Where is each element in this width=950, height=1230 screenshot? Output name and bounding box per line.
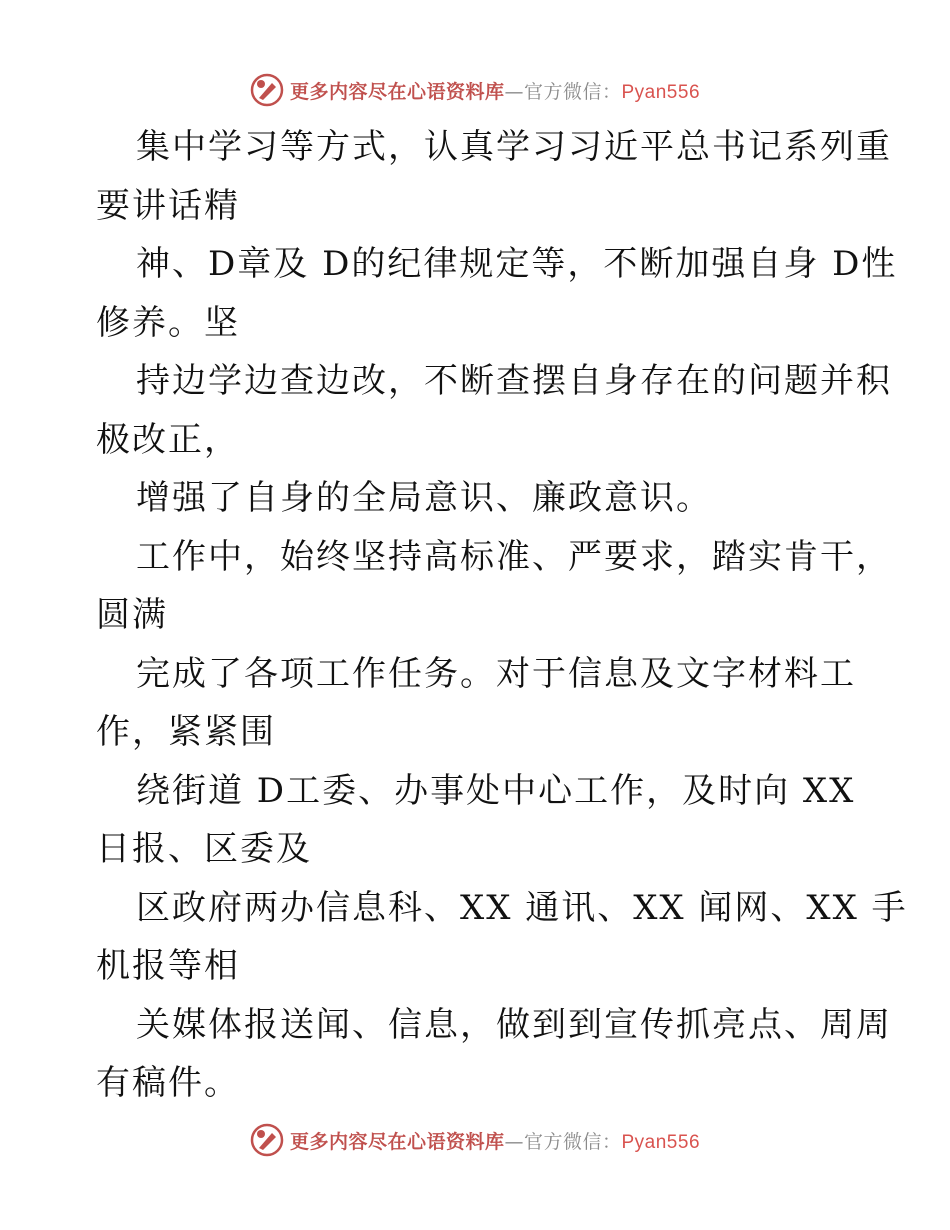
header-banner-separator: — [504,80,524,103]
paragraph-line: 区政府两办信息科、XX 通讯、XX 闻网、XX 手 [136,887,908,928]
header-banner [0,70,950,110]
header-banner-tail: 官方微信： [523,80,622,103]
footer-banner-separator: — [504,1130,524,1153]
paragraph [96,645,866,762]
paragraph-line: 工作中，始终坚持高标准、严要求，踏实肯干， [136,536,892,577]
pen-nib-logo-icon [250,1123,284,1157]
paragraph [96,118,892,235]
paragraph-line: 绕街道 D工委、办事处中心工作，及时向 XX [136,770,856,811]
paragraph-line: 极改正， [96,419,240,460]
paragraph-line: 神、D章及 D的纪律规定等，不断加强自身 D性 [136,244,898,284]
paragraph-line: 圆满 [96,595,168,635]
footer-banner-wechat-id: Pyan556 [621,1131,701,1153]
header-banner-wechat-id: Pyan556 [621,81,701,103]
footer-banner-text [290,1127,700,1154]
footer-banner-main: 更多内容尽在心语资料库 [289,1130,505,1153]
paragraph [96,528,892,645]
footer-banner-tail: 官方微信： [523,1130,622,1153]
paragraph [96,996,892,1113]
header-banner-text [290,77,700,104]
paragraph [96,352,892,469]
document-body [96,118,908,1113]
paragraph-line: 关媒体报送闻、信息，做到到宣传抓亮点、周周 [136,1004,892,1045]
paragraph [96,762,866,879]
paragraph-line: 有稿件。 [96,1063,240,1103]
paragraph-line: 修养。坚 [96,302,240,343]
paragraph [96,235,898,352]
paragraph-line: 机报等相 [96,946,240,986]
paragraph [96,879,908,996]
paragraph-line: 要讲话精 [96,185,240,226]
pen-nib-logo-icon [250,73,284,107]
paragraph-line: 持边学边查边改，不断查摆自身存在的问题并积 [136,361,892,401]
paragraph-line: 日报、区委及 [96,829,312,869]
paragraph-line: 增强了自身的全局意识、廉政意识。 [136,478,712,518]
paragraph-line: 集中学习等方式，认真学习习近平总书记系列重 [136,127,892,167]
paragraph [96,469,866,528]
paragraph-line: 完成了各项工作任务。对于信息及文字材料工 [136,653,856,694]
footer-banner [0,1120,950,1160]
paragraph-line: 作，紧紧围 [96,712,276,752]
header-banner-main: 更多内容尽在心语资料库 [289,80,505,103]
